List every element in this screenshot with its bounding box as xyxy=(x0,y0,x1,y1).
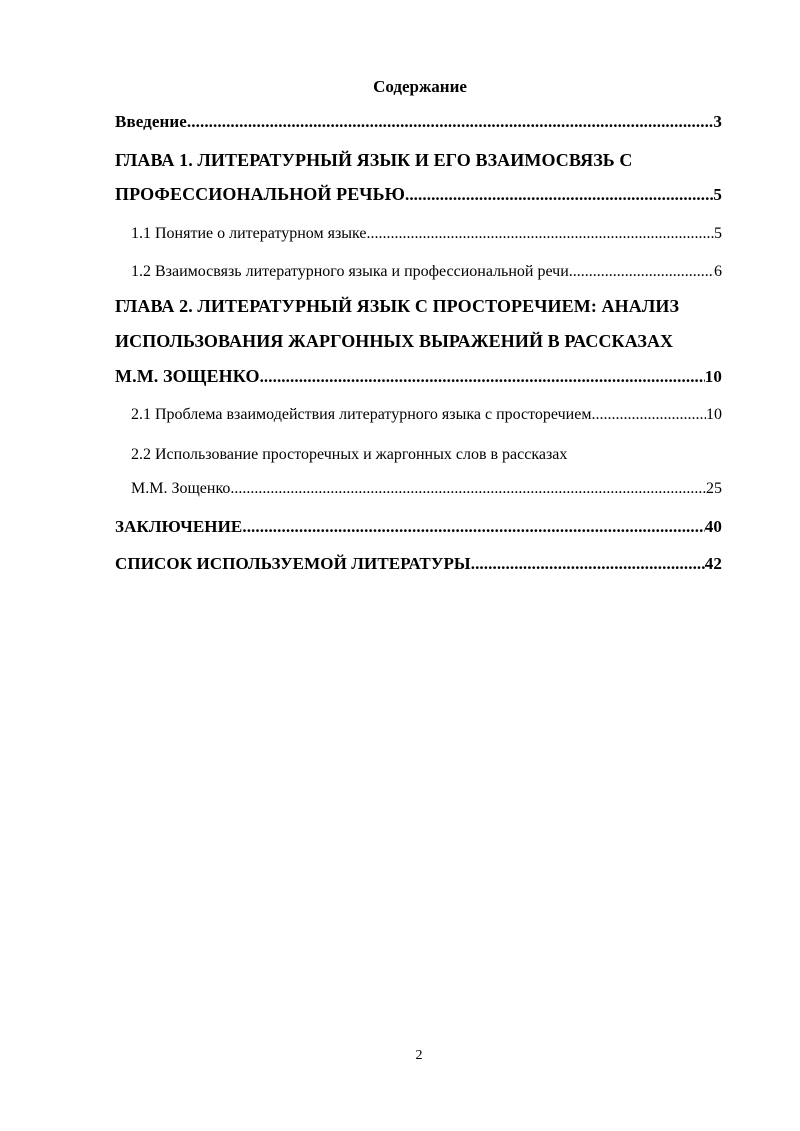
toc-entry-label: 1.2 Взаимосвязь литературного языка и профессиональной речи xyxy=(131,263,569,280)
leader-dots xyxy=(260,367,705,387)
toc-entry-chapter-1-line2[interactable] xyxy=(115,181,722,205)
toc-entry-page: 25 xyxy=(706,480,722,497)
toc-entry-page: 3 xyxy=(713,112,722,131)
toc-entry-label: Введение xyxy=(115,112,187,131)
leader-dots xyxy=(230,480,706,498)
leader-dots xyxy=(187,112,713,132)
toc-entry-section-2-2-line2[interactable] xyxy=(131,474,722,498)
toc-entry-label-cont: М.М. ЗОЩЕНКО xyxy=(115,366,260,386)
toc-entry-label: СПИСОК ИСПОЛЬЗУЕМОЙ ЛИТЕРАТУРЫ xyxy=(115,554,471,573)
toc-entry-section-1-2[interactable] xyxy=(131,257,722,281)
toc-entry-chapter-1-line1[interactable] xyxy=(115,147,633,171)
leader-dots xyxy=(569,263,714,281)
toc-entry-label: 2.2 Использование просторечных и жаргонных слов в рассказах xyxy=(131,446,568,463)
toc-entry-label-cont: ИСПОЛЬЗОВАНИЯ ЖАРГОННЫХ ВЫРАЖЕНИЙ В РАССКАЗАХ xyxy=(115,331,674,351)
toc-entry-chapter-2-line1[interactable] xyxy=(115,293,679,317)
toc-entry-label: 1.1 Понятие о литературном языке xyxy=(131,225,367,242)
leader-dots xyxy=(591,406,706,424)
toc-entry-chapter-2-line2[interactable] xyxy=(115,328,673,352)
toc-entry-chapter-2-line3[interactable] xyxy=(115,363,722,387)
toc-title: Содержание xyxy=(373,77,467,96)
toc-entry-bibliography[interactable] xyxy=(115,550,722,574)
toc-entry-section-1-1[interactable] xyxy=(131,219,722,243)
toc-entry-label-cont: ПРОФЕССИОНАЛЬНОЙ РЕЧЬЮ xyxy=(115,184,405,204)
toc-entry-page: 6 xyxy=(714,263,722,280)
toc-entry-introduction[interactable] xyxy=(115,108,722,132)
toc-entry-page: 42 xyxy=(704,554,722,573)
toc-entry-page: 5 xyxy=(713,185,722,204)
toc-entry-label: ГЛАВА 1. ЛИТЕРАТУРНЫЙ ЯЗЫК И ЕГО ВЗАИМОСВЯЗЬ С xyxy=(115,150,633,170)
leader-dots xyxy=(471,554,705,574)
toc-entry-conclusion[interactable] xyxy=(115,513,722,537)
toc-entry-page: 10 xyxy=(704,367,722,386)
toc-entry-section-2-1[interactable] xyxy=(131,400,722,424)
toc-entry-label: ГЛАВА 2. ЛИТЕРАТУРНЫЙ ЯЗЫК С ПРОСТОРЕЧИЕМ: АНАЛИЗ xyxy=(115,296,680,316)
page-number: 2 xyxy=(415,1048,423,1063)
leader-dots xyxy=(405,185,713,205)
toc-entry-section-2-2-line1[interactable] xyxy=(131,440,567,464)
toc-entry-label: ЗАКЛЮЧЕНИЕ xyxy=(115,517,243,536)
toc-entry-page: 10 xyxy=(706,406,722,423)
toc-entry-page: 40 xyxy=(704,517,722,536)
leader-dots xyxy=(242,517,704,537)
toc-entry-label: 2.1 Проблема взаимодействия литературного языка с просторечием xyxy=(131,406,592,423)
toc-entry-label-cont: М.М. Зощенко xyxy=(131,480,231,497)
toc-entry-page: 5 xyxy=(714,225,722,242)
leader-dots xyxy=(367,225,714,243)
